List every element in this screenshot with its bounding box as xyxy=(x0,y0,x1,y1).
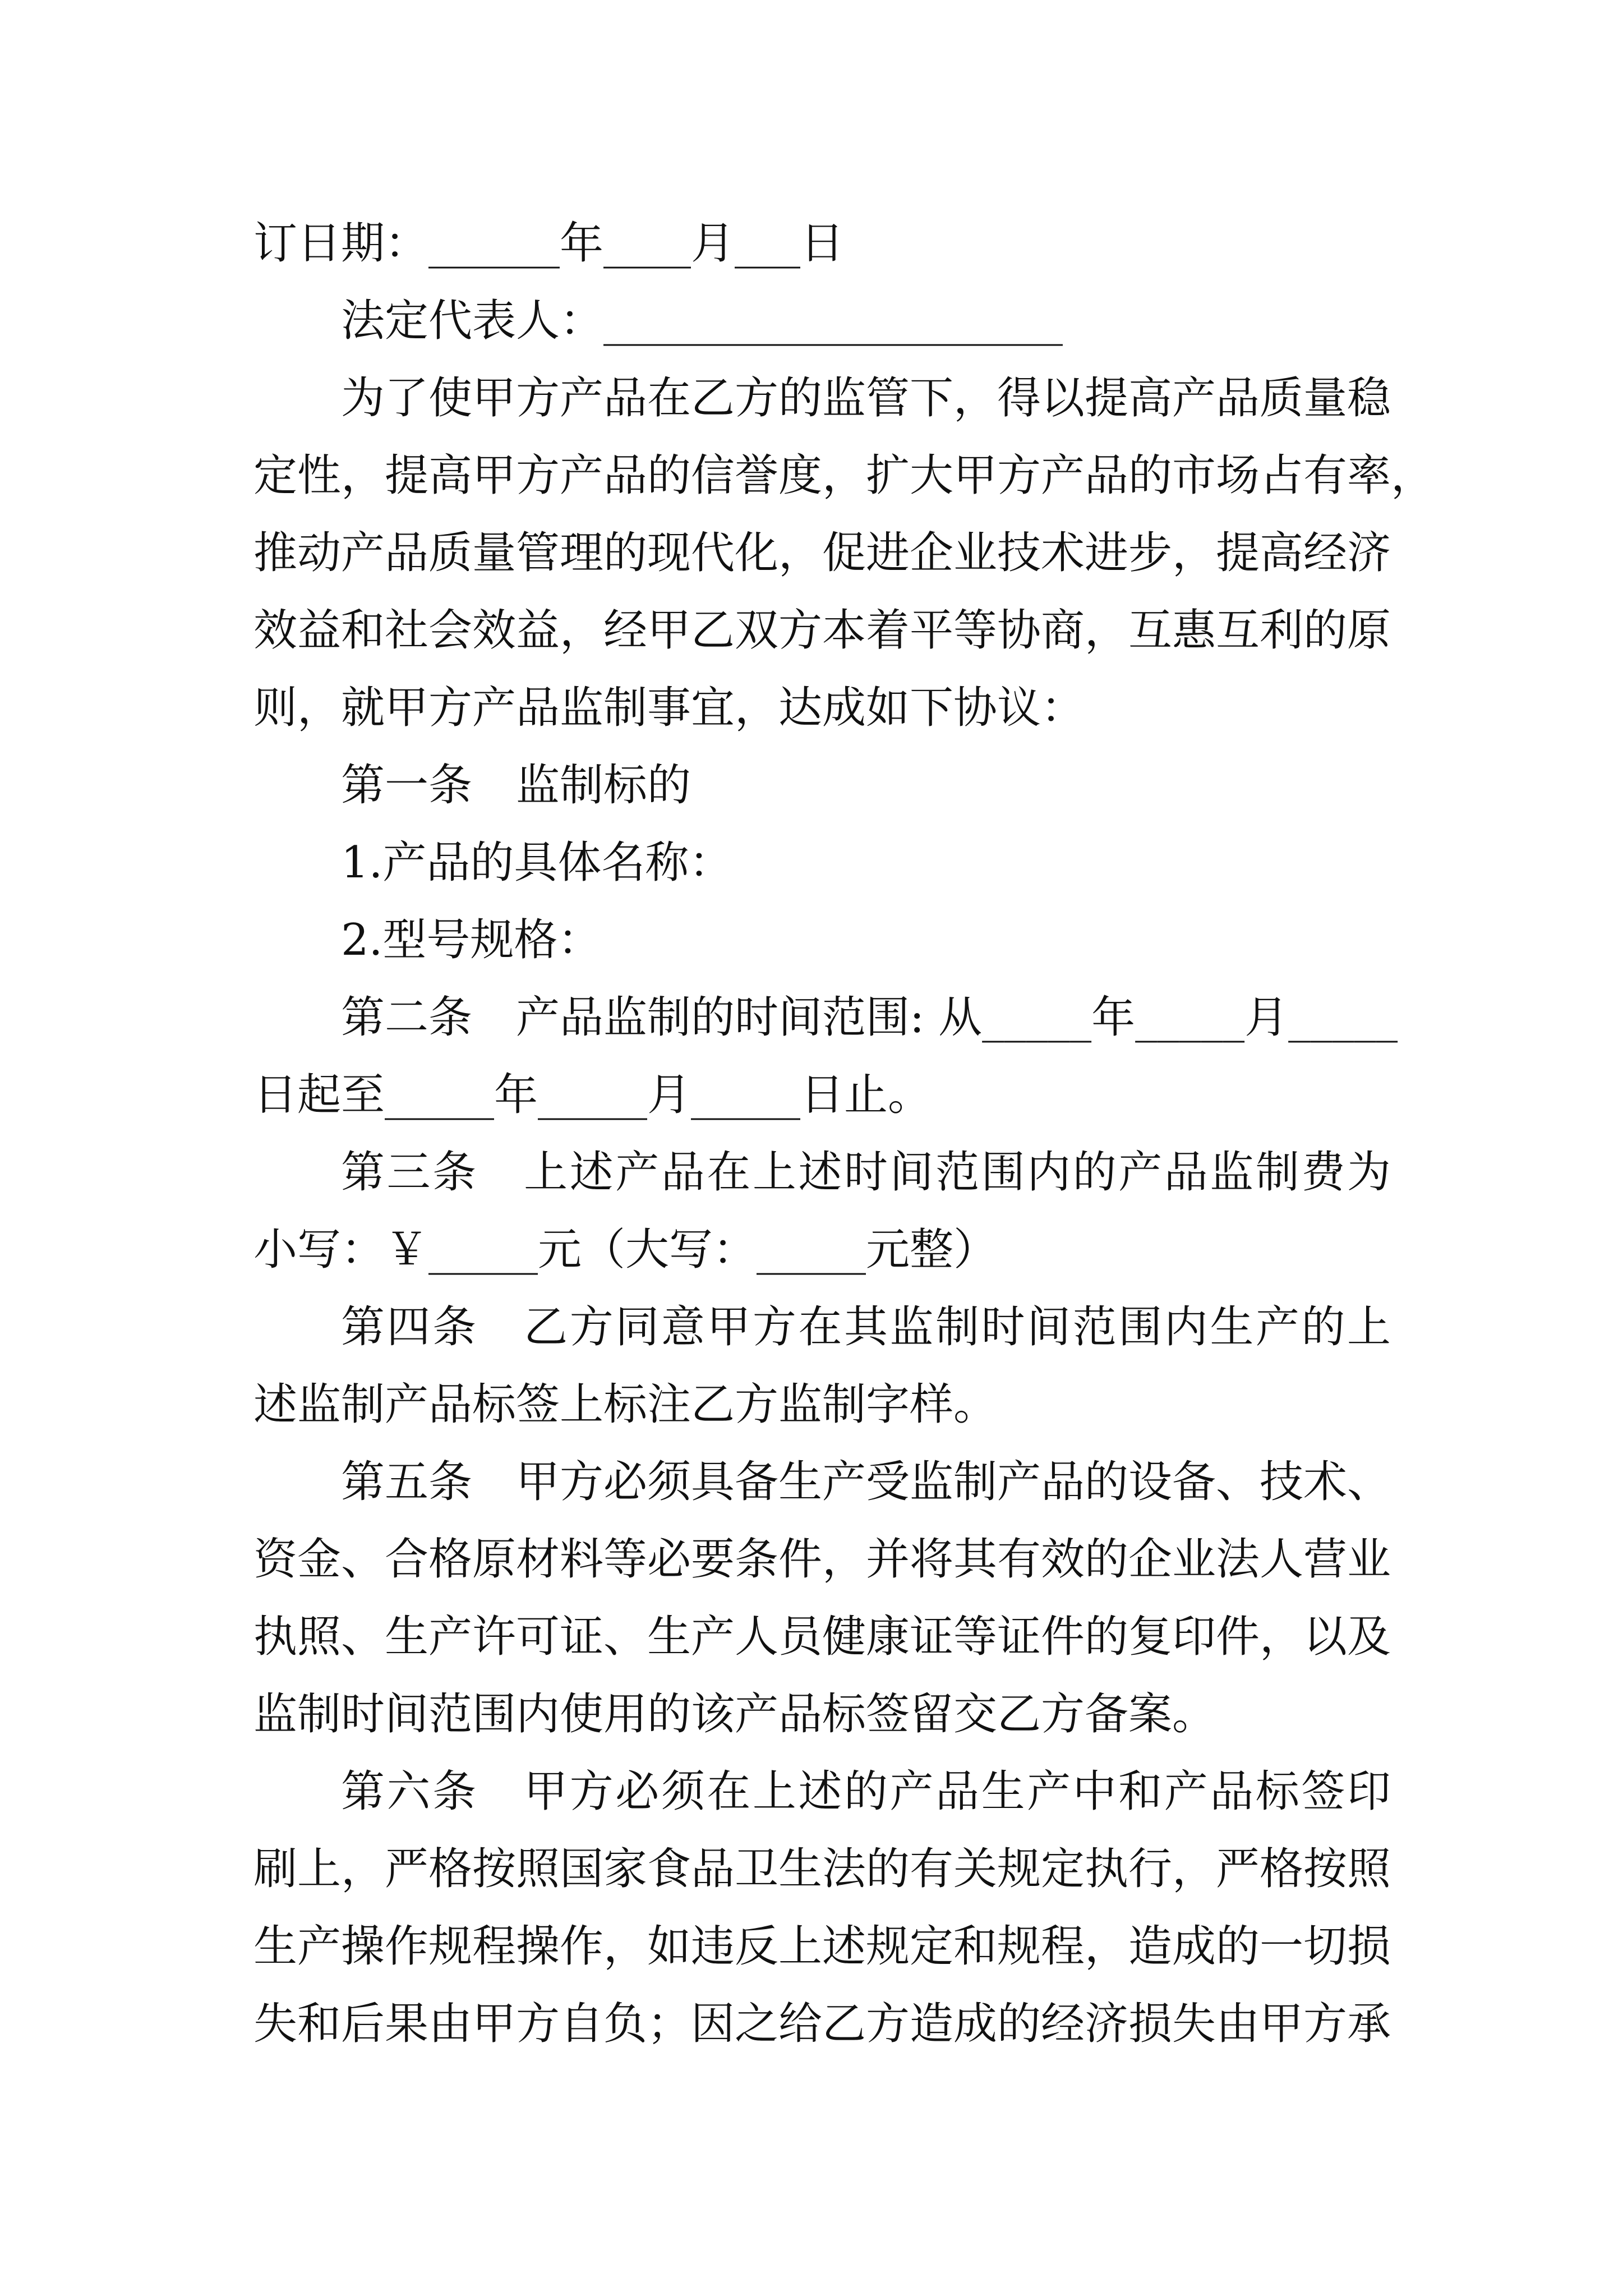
article-3-line: 小写：￥_____元（大写：_____元整） xyxy=(253,1225,998,1275)
article-1-heading: 第一条 监制标的 xyxy=(341,760,691,811)
preamble-line: 推动产品质量管理的现代化，促进企业技术进步，提高经济 xyxy=(253,528,1391,578)
preamble-line: 效益和社会效益，经甲乙双方本着平等协商，互惠互利的原 xyxy=(253,605,1391,656)
document-body xyxy=(253,205,1435,2063)
model-spec-item: 2.型号规格： xyxy=(341,915,602,965)
article-4-line: 第四条 乙方同意甲方在其监制时间范围内生产的上 xyxy=(341,1302,1391,1352)
preamble-line: 为了使甲方产品在乙方的监管下，得以提高产品质量稳 xyxy=(341,373,1391,424)
legal-representative-line: 法定代表人：_____________________ xyxy=(341,296,1063,346)
preamble-line: 定性，提高甲方产品的信誉度，扩大甲方产品的市场占有率， xyxy=(253,450,1435,501)
article-6-line: 第六条 甲方必须在上述的产品生产中和产品标签印 xyxy=(341,1766,1391,1817)
article-3-line: 第三条 上述产品在上述时间范围内的产品监制费为 xyxy=(341,1147,1391,1198)
article-2-line: 第二条 产品监制的时间范围: 从_____年_____月_____ xyxy=(341,992,1398,1043)
signing-date-line: 订日期：______年____月___日 xyxy=(253,218,845,269)
article-6-line: 生产操作规程操作，如违反上述规定和规程，造成的一切损 xyxy=(253,1921,1391,1972)
preamble-line: 则，就甲方产品监制事宜，达成如下协议： xyxy=(253,683,1085,733)
article-5-line: 执照、生产许可证、生产人员健康证等证件的复印件，以及 xyxy=(253,1612,1391,1662)
article-5-line: 资金、合格原材料等必要条件，并将其有效的企业法人营业 xyxy=(253,1534,1391,1585)
product-name-item: 1.产品的具体名称： xyxy=(341,838,733,888)
article-5-line: 监制时间范围内使用的该产品标签留交乙方备案。 xyxy=(253,1689,1216,1740)
article-6-line: 失和后果由甲方自负；因之给乙方造成的经济损失由甲方承 xyxy=(253,1999,1391,2049)
article-6-line: 刷上，严格按照国家食品卫生法的有关规定执行，严格按照 xyxy=(253,1844,1391,1894)
article-2-line: 日起至_____年_____月_____日止。 xyxy=(253,1070,932,1120)
article-5-line: 第五条 甲方必须具备生产受监制产品的设备、技术、 xyxy=(341,1457,1391,1507)
article-4-line: 述监制产品标签上标注乙方监制字样。 xyxy=(253,1379,998,1430)
